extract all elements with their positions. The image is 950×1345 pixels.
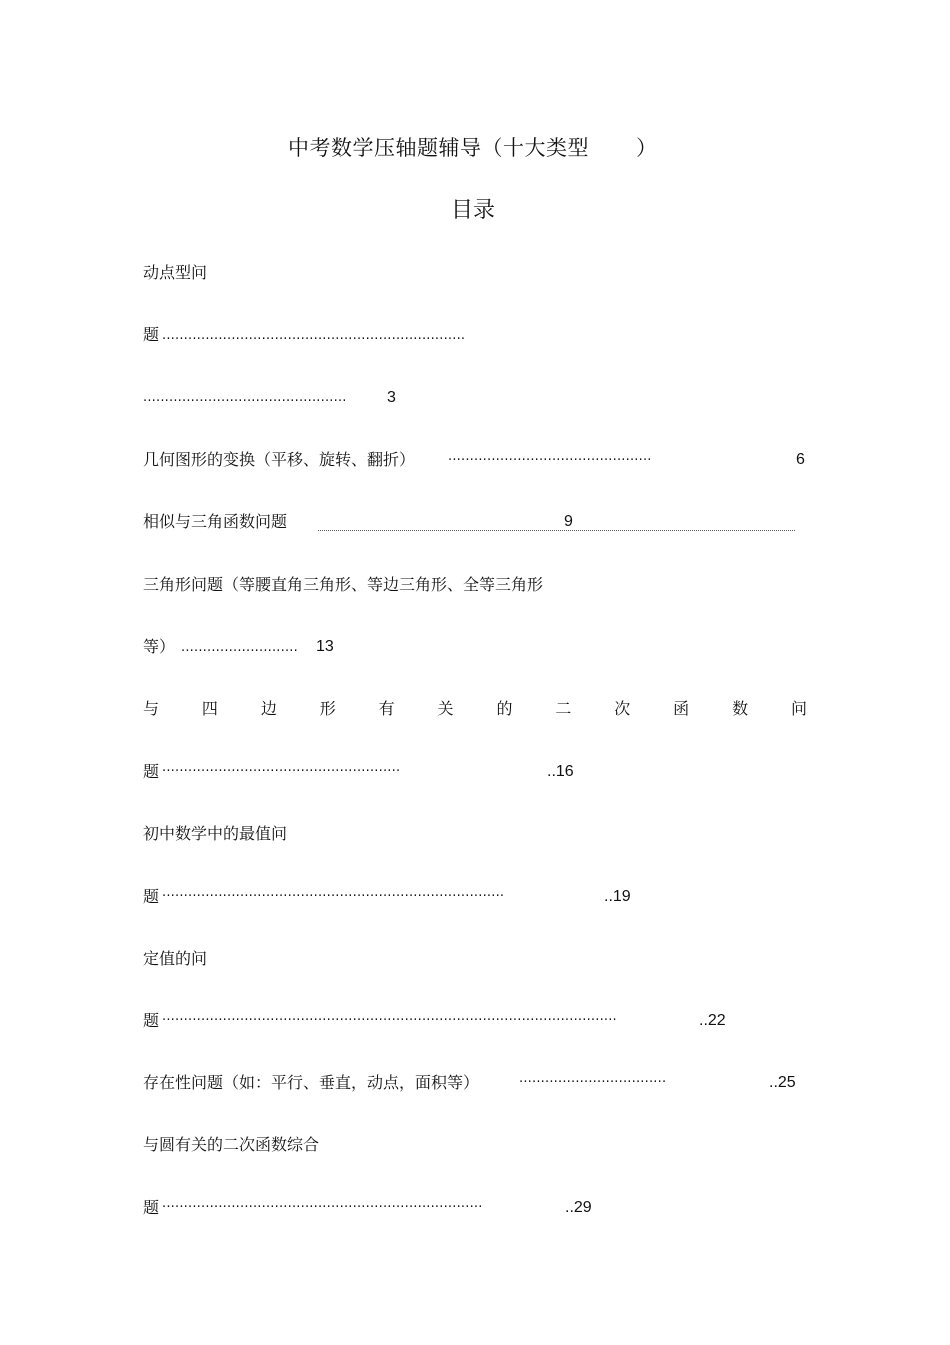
toc-item-8-leader: ·································· [519, 1076, 667, 1089]
toc-item-6-leader: ··············································································· [162, 890, 505, 903]
toc-item-3-leader [318, 530, 795, 531]
document-title: 中考数学压轴题辅导（十大类型 [288, 136, 589, 160]
toc-item-5-char: 次 [614, 699, 631, 718]
toc-item-4-page: 13 [316, 638, 334, 655]
toc-item-8-title: 存在性问题（如：平行、垂直，动点，面积等） [143, 1073, 480, 1092]
toc-heading: 目录 [451, 198, 496, 223]
toc-item-5-title [143, 701, 807, 717]
toc-item-5-char: 问 [790, 699, 807, 718]
toc-item-5-char: 的 [496, 699, 513, 718]
toc-item-5-char: 四 [201, 699, 218, 718]
toc-item-5-char: 边 [260, 699, 277, 718]
toc-item-2-leader: ··············································· [448, 454, 652, 467]
toc-item-5-char: 数 [732, 699, 749, 718]
toc-item-4-leader: ........................... [181, 641, 298, 654]
toc-item-1-leader-cont: ............................................... [143, 391, 347, 404]
toc-item-8-page: ..25 [769, 1074, 796, 1091]
toc-item-5-char: 二 [555, 699, 572, 718]
toc-item-9-leader: ·········································································· [162, 1201, 483, 1214]
toc-item-1-title: 动点型问 [143, 263, 208, 282]
toc-item-2-title: 几何图形的变换（平移、旋转、翻折） [143, 450, 416, 469]
document-title-close: ） [636, 136, 658, 160]
toc-item-5-page: ..16 [547, 763, 574, 780]
toc-item-5-char: 形 [319, 699, 336, 718]
toc-item-4-title: 三角形问题（等腰直角三角形、等边三角形、全等三角形 [143, 575, 544, 594]
toc-item-1-page: 3 [387, 389, 396, 406]
toc-item-1-leader: ...................................................................... [162, 329, 466, 342]
toc-item-9-title: 与圆有关的二次函数综合 [143, 1135, 320, 1154]
toc-item-6-page: ..19 [604, 888, 631, 905]
toc-item-6-title-cont: 题 [143, 887, 160, 906]
toc-item-7-page: ..22 [699, 1012, 726, 1029]
toc-item-5-title-cont: 题 [143, 762, 160, 781]
toc-item-7-title: 定值的问 [143, 949, 208, 968]
toc-item-4-title-cont: 等） [143, 637, 176, 656]
toc-item-7-title-cont: 题 [143, 1011, 160, 1030]
toc-item-3-page: 9 [564, 513, 573, 530]
toc-item-2-page: 6 [796, 451, 805, 468]
toc-item-5-char: 与 [143, 699, 160, 718]
toc-item-5-char: 函 [673, 699, 690, 718]
toc-item-5-char: 有 [378, 699, 395, 718]
toc-item-1-title-cont: 题 [143, 325, 160, 344]
toc-item-5-leader: ······················································· [162, 765, 401, 778]
toc-item-9-title-cont: 题 [143, 1198, 160, 1217]
toc-item-7-leader: ········································································································· [162, 1014, 617, 1027]
toc-item-3-title: 相似与三角函数问题 [143, 512, 288, 531]
toc-item-9-page: ..29 [565, 1199, 592, 1216]
toc-item-5-char: 关 [437, 699, 454, 718]
toc-item-6-title: 初中数学中的最值问 [143, 824, 288, 843]
